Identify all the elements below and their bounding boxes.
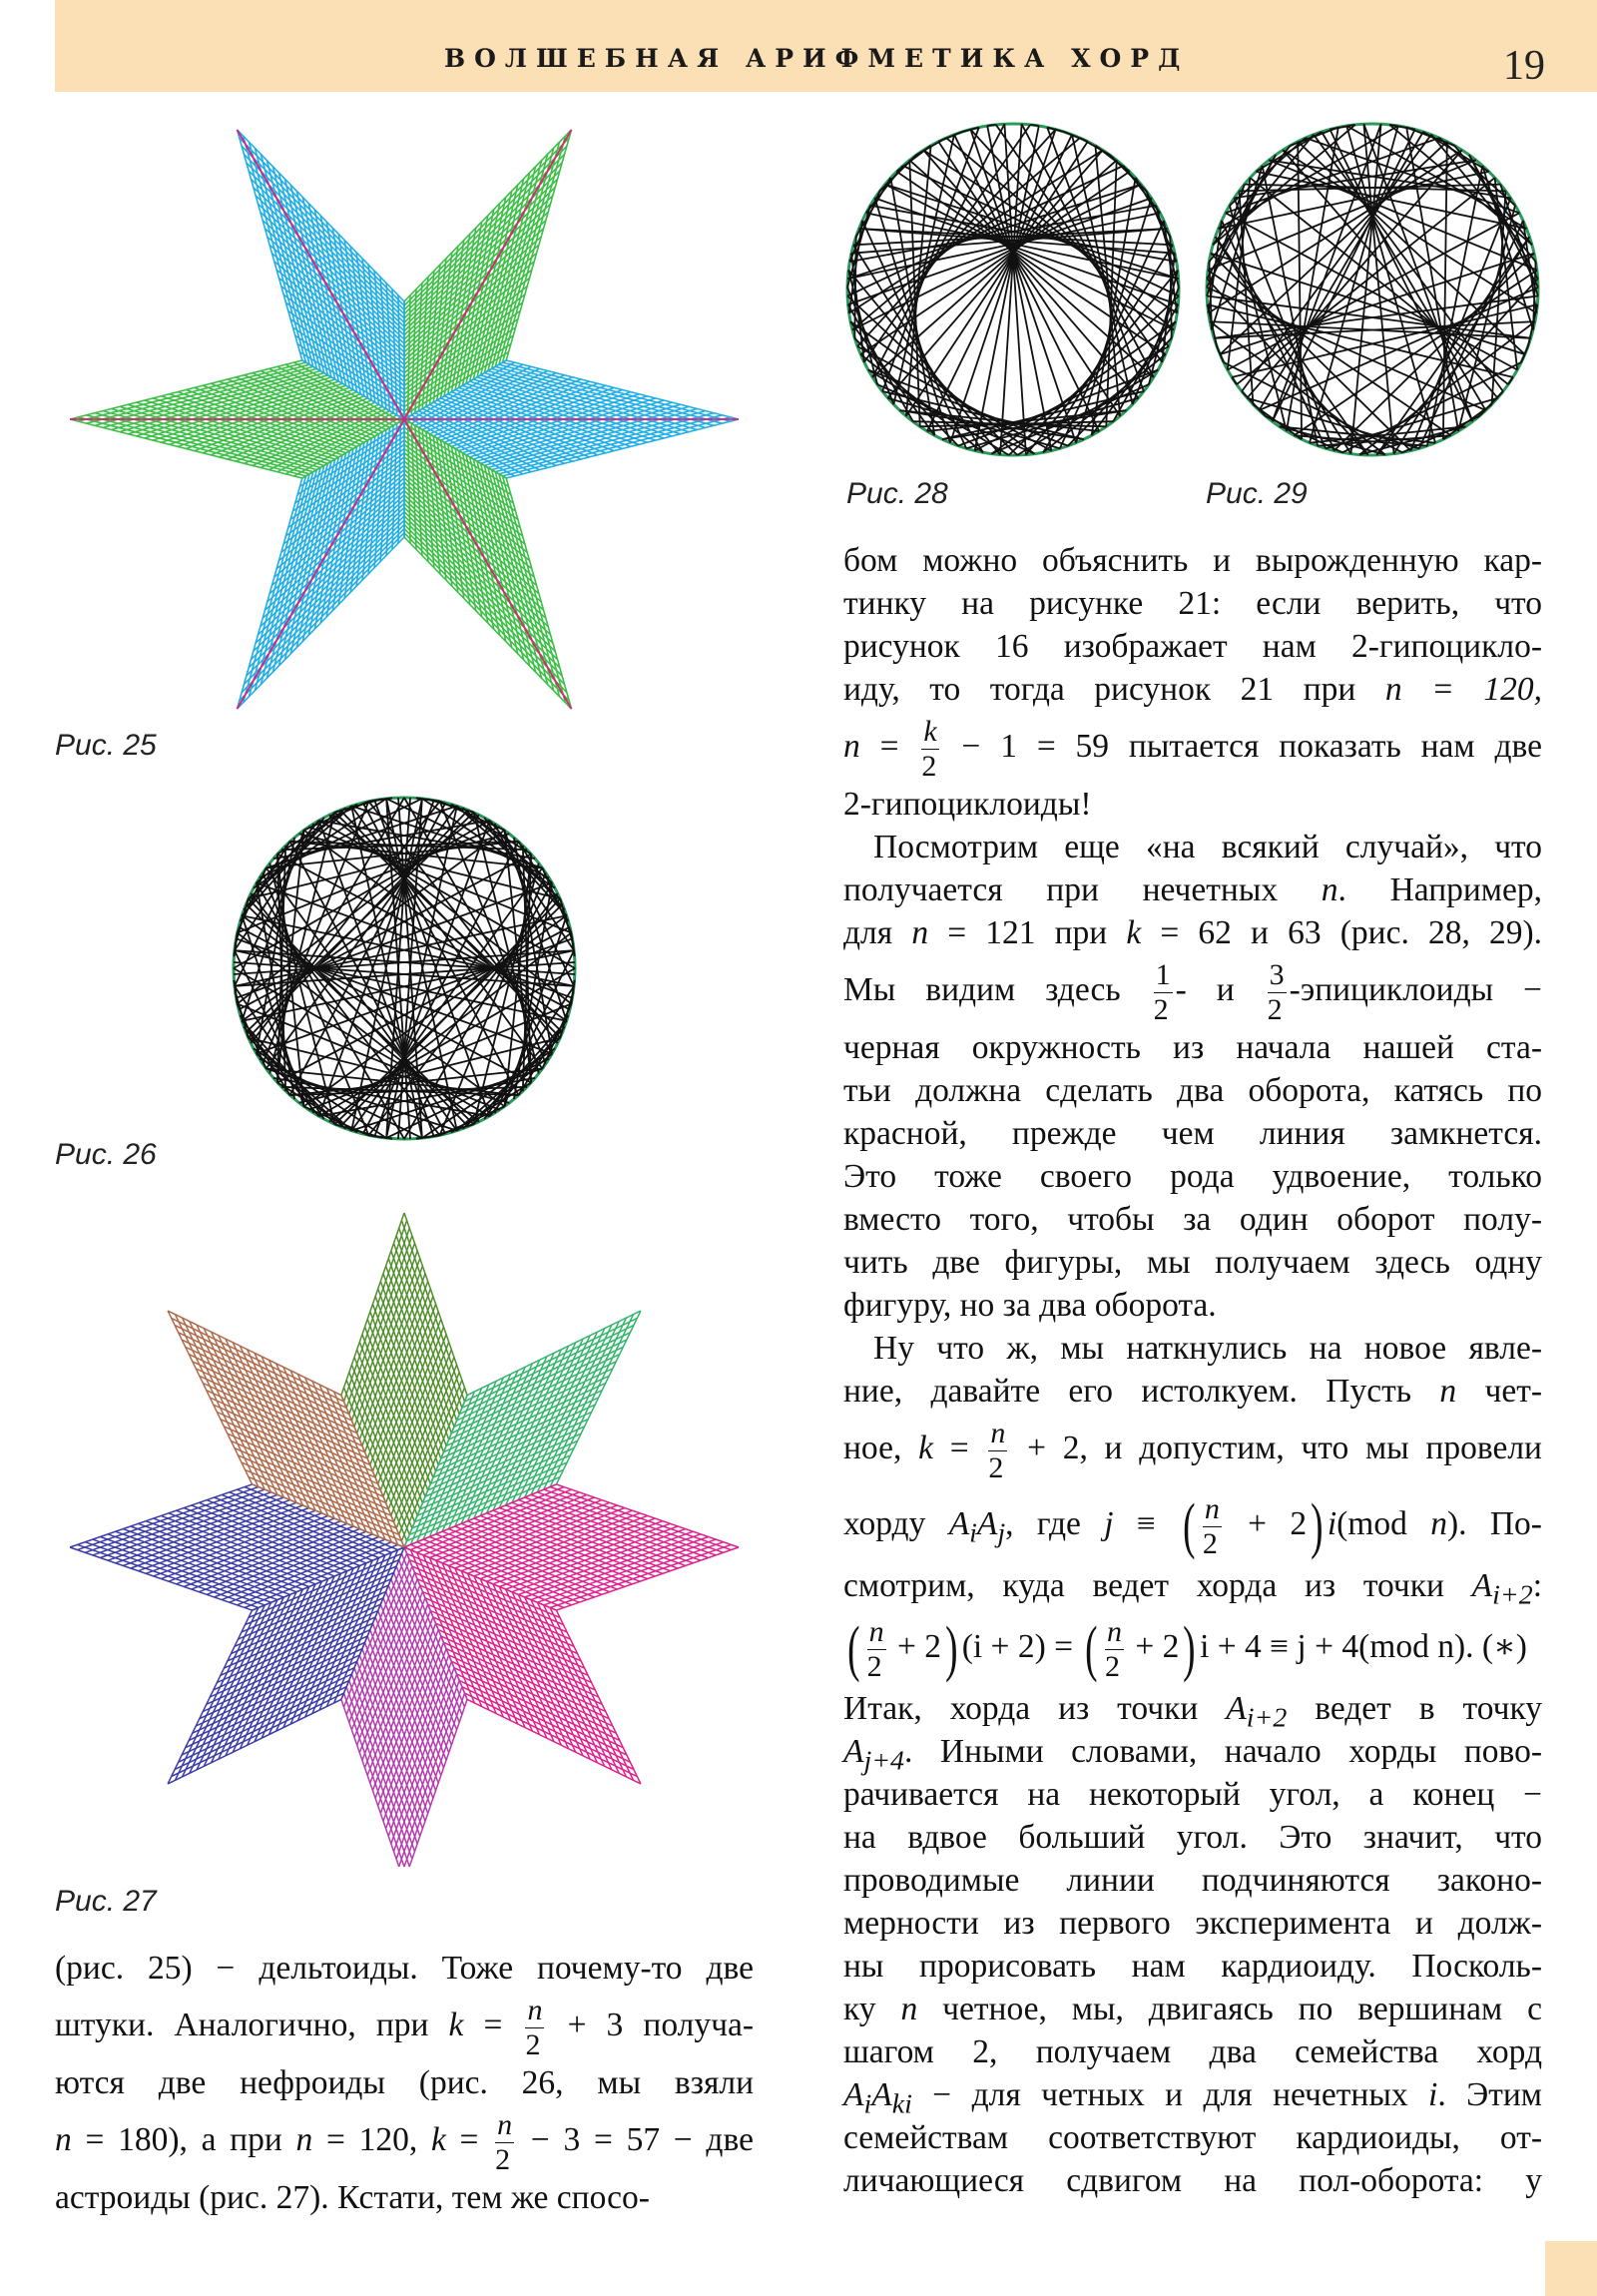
chord-line [987, 125, 996, 126]
page-edge-tab [1545, 2241, 1597, 2296]
text-line-formula: n = $\frac{k}{2}$ − 1 = 59 пытается показать нам две [843, 714, 1542, 783]
figure-26-nephroid-circle [230, 794, 579, 1143]
figure-28-epicycloid-circle [843, 120, 1183, 459]
figure-26-caption: Рис. 26 [55, 1138, 157, 1171]
chord-line [938, 132, 962, 142]
text-line: смотрим, куда ведет хорда из точки $A_{i+2}$: [843, 1567, 1542, 1611]
page-number: 19 [1503, 43, 1545, 89]
chord-line [896, 172, 1165, 354]
text-line: личающиеся сдвигом на пол-оборота: у [843, 2162, 1542, 2199]
text-line: Это тоже своего рода удвоение, только [843, 1158, 1542, 1195]
figure-28-caption: Рис. 28 [846, 477, 948, 510]
text-line-formula: n = 180), а при n = 120, k = $\frac{n}{2}$ − 3 = 57 − две [55, 2107, 754, 2176]
text-line-formula: хорду $A_iA_j$, где j ≡ ( $\frac{n}{2}$ + 2) i(mod n). По- [843, 1491, 1542, 1561]
left-column-text [55, 1947, 754, 2219]
text-line: черная окружность из начала нашей ста- [843, 1029, 1542, 1066]
text-line-formula: ное, k = $\frac{n}{2}$ + 2, и допустим, что мы провели [843, 1416, 1542, 1484]
text-line: (рис. 25) − дельтоиды. Тоже почему-то две [55, 1950, 754, 1987]
text-line: $A_{j+4}$. Иными словами, начало хорды пово- [843, 1733, 1542, 1777]
text-line: красной, прежде чем линия замкнется. [843, 1115, 1542, 1152]
chord-line [882, 128, 979, 391]
text-line: получается при нечетных n. Например, [843, 871, 1542, 908]
text-line: шагом 2, получаем два семейства хорд [843, 2033, 1542, 2070]
text-line-formula: штуки. Аналогично, при k = $\frac{n}{2}$ + 3 получа- [55, 1993, 754, 2061]
text-line: бом можно объяснить и вырожденную кар- [843, 542, 1542, 579]
text-line-formula: ( $\frac{n}{2}$ + 2) (i + 2) = ( $\frac{n}{2}$ + 2) i + 4 ≡ j + 4(mod n). (∗) [847, 1614, 1527, 1684]
text-line: 2-гипоциклоиды! [843, 786, 1092, 823]
chord-line [1213, 146, 1291, 245]
text-line: иду, то тогда рисунок 21 при n = 120, [843, 671, 1543, 708]
text-line: рачивается на некоторый угол, а конец − [843, 1776, 1542, 1813]
text-line: для n = 121 при k = 62 и 63 (рис. 28, 29). [843, 914, 1542, 951]
text-line: вместо того, чтобы за один оборот полу- [843, 1201, 1542, 1238]
figure-25-caption: Рис. 25 [55, 729, 157, 762]
figure-25-deltoid-star [55, 120, 754, 739]
chord-line [1216, 237, 1368, 455]
page-header [55, 0, 1597, 92]
text-line: мерности из первого эксперимента и долж- [843, 1905, 1542, 1942]
text-line: чить две фигуры, мы получаем здесь одну [843, 1244, 1542, 1281]
chord-line [860, 172, 1129, 354]
text-line: ку n четное, мы, двигаясь по вершинам с [843, 1991, 1542, 2027]
chord-line [938, 142, 1120, 416]
chord-line [1060, 221, 1164, 448]
text-line: рисунок 16 изображает нам 2-гипоциклo- [843, 628, 1542, 665]
text-line: Ну что ж, мы наткнулись на новое явле- [873, 1330, 1542, 1367]
figure-27-caption: Рис. 27 [55, 1885, 157, 1918]
text-line: ны прорисовать нам кардиоиду. Посколь- [843, 1948, 1542, 1985]
figure-27-astroid-star [55, 1198, 754, 1867]
text-line: астроиды (рис. 27). Кстати, тем же спосо- [55, 2179, 650, 2216]
text-line: $A_iA_{ki}$ − для четных и для нечетных i. Этим [843, 2076, 1542, 2120]
right-column-text [843, 539, 1542, 2202]
chord-line [1389, 125, 1532, 245]
text-line: фигуру, но за два оборота. [843, 1287, 1217, 1324]
chord-line [1330, 130, 1472, 422]
text-line-formula: Мы видим здесь $\frac{1}{2}$ - и $\frac{3}{2}$ -эпициклоиды − [843, 957, 1542, 1026]
text-line: Итак, хорда из точки $A_{i+2}$ ведет в точку [843, 1690, 1542, 1734]
text-line: на вдвое больший угол. Это значит, что [843, 1819, 1542, 1856]
text-line: семействам соответствуют кардиоиды, от- [843, 2119, 1542, 2156]
text-line: ются две нефроиды (рис. 26, мы взяли [55, 2064, 754, 2101]
text-line: тинку на рисунке 21: если верить, что [843, 585, 1542, 622]
figure-29-epicycloid-circle [1203, 120, 1542, 459]
figure-29-caption: Рис. 29 [1206, 477, 1308, 510]
running-title: ВОЛШЕБНАЯ АРИФМЕТИКА ХОРД [444, 44, 1190, 73]
text-line: ние, давайте его истолкуем. Пусть n чет- [843, 1373, 1542, 1410]
chord-line [1047, 128, 1144, 391]
text-line: Посмотрим еще «на всякий случай», что [873, 829, 1542, 865]
text-line: проводимые линии подчиняются законо- [843, 1862, 1542, 1899]
text-line: тьи должна сделать два оборота, катясь по [843, 1072, 1542, 1109]
chord-line [1291, 128, 1338, 146]
chord-line [1030, 125, 1039, 126]
